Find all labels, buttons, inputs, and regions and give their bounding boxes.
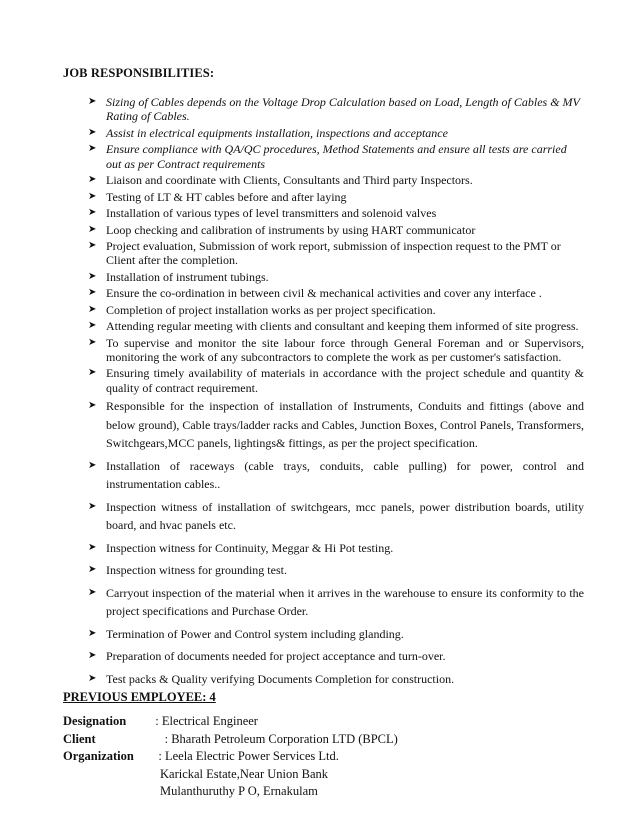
arrow-bullet-icon: ➤ [88, 270, 97, 282]
list-item: ➤ Liaison and coordinate with Clients, Consultants and Third party Inspectors. [88, 173, 473, 188]
designation-value: : Electrical Engineer [149, 714, 258, 728]
list-item: ➤ Ensure compliance with QA/QC procedures, Method Statements and ensure all tests are carried out as per Contract requirements [88, 142, 567, 171]
arrow-bullet-icon: ➤ [88, 239, 97, 251]
list-item: ➤ Test packs & Quality verifying Documents Completion for construction. [88, 670, 584, 689]
arrow-bullet-icon: ➤ [88, 190, 97, 202]
arrow-bullet-icon: ➤ [88, 174, 97, 186]
list-item: ➤ Installation of instrument tubings. [88, 269, 269, 284]
list-item: ➤ Attending regular meeting with clients and consultant and keeping them informed of site progress. [88, 319, 579, 334]
list-item: ➤ Inspection witness of installation of switchgears, mcc panels, power distribution boards, utility board, and hvac panels etc. [88, 499, 584, 533]
arrow-bullet-icon: ➤ [88, 126, 97, 138]
client-label: Client [63, 731, 96, 746]
employment-details [63, 713, 398, 801]
list-item: ➤ Project evaluation, Submission of work report, submission of inspection request to the PMT or Client after the completion. [88, 238, 561, 268]
arrow-bullet-icon: ➤ [88, 287, 97, 299]
arrow-bullet-icon: ➤ [88, 303, 97, 315]
address-line-2: Mulanthuruthy P O, Ernakulam [160, 784, 318, 798]
list-item: ➤ Assist in electrical equipments installation, inspections and acceptance [88, 125, 448, 140]
section-title: JOB RESPONSIBILITIES: [63, 66, 215, 80]
designation-row [63, 713, 398, 731]
previous-employee-heading: PREVIOUS EMPLOYEE: 4 [63, 690, 216, 704]
list-item: ➤ To supervise and monitor the site labour force through General Foreman and or Supervisors, monitoring the work of any subcontractors to complete the work as per customer's satisfaction. [88, 335, 584, 364]
list-item: ➤ Ensuring timely availability of materials in accordance with the project schedule and quantity & quality of contract requirement. [88, 366, 584, 395]
list-item: ➤ Testing of LT & HT cables before and after laying [88, 189, 347, 204]
organization-row [63, 748, 398, 766]
arrow-bullet-icon: ➤ [88, 459, 97, 471]
arrow-bullet-icon: ➤ [88, 320, 97, 332]
list-item: ➤ Loop checking and calibration of instruments by using HART communicator [88, 222, 476, 237]
arrow-bullet-icon: ➤ [88, 650, 97, 662]
arrow-bullet-icon: ➤ [88, 627, 97, 639]
arrow-bullet-icon: ➤ [88, 223, 97, 235]
organization-value: : Leela Electric Power Services Ltd. [149, 749, 339, 763]
arrow-bullet-icon: ➤ [88, 336, 97, 348]
responsibilities-list [88, 95, 584, 692]
arrow-bullet-icon: ➤ [88, 143, 97, 155]
list-item: ➤ Installation of raceways (cable trays, conduits, cable pulling) for power, control and instrumentation cables.. [88, 458, 584, 492]
list-item: ➤ Carryout inspection of the material when it arrives in the warehouse to ensure its conformity to the project specifications and Purchase Order. [88, 585, 584, 619]
list-item: ➤ Responsible for the inspection of installation of Instruments, Conduits and fittings (above and below ground), Cable trays/ladder racks and Cables, Junction Boxes, Control Panels, Transformers, Switchgears,MCC panels, lightings& fittings, as per the project specification. [88, 399, 584, 451]
list-item: ➤ Completion of project installation works as per project specification. [88, 302, 436, 317]
list-item: ➤ Inspection witness for Continuity, Meggar & Hi Pot testing. [88, 539, 584, 558]
arrow-bullet-icon: ➤ [88, 564, 97, 576]
arrow-bullet-icon: ➤ [88, 500, 97, 512]
list-item: ➤ Preparation of documents needed for project acceptance and turn-over. [88, 647, 584, 666]
client-row [63, 731, 398, 749]
list-item: ➤ Inspection witness for grounding test. [88, 561, 584, 580]
arrow-bullet-icon: ➤ [88, 541, 97, 553]
client-value: : Bharath Petroleum Corporation LTD (BPCL) [149, 731, 398, 746]
list-item: ➤ Installation of various types of level transmitters and solenoid valves [88, 206, 437, 221]
list-item: ➤ Termination of Power and Control system including glanding. [88, 625, 584, 644]
arrow-bullet-icon: ➤ [88, 367, 97, 379]
list-item: ➤ Ensure the co-ordination in between civil & mechanical activities and cover any interface . [88, 286, 542, 301]
designation-label: Designation [63, 714, 127, 728]
arrow-bullet-icon: ➤ [88, 672, 97, 684]
arrow-bullet-icon: ➤ [88, 207, 97, 219]
arrow-bullet-icon: ➤ [88, 400, 97, 412]
arrow-bullet-icon: ➤ [88, 96, 97, 107]
arrow-bullet-icon: ➤ [88, 586, 97, 598]
list-item: ➤ Sizing of Cables depends on the Voltage Drop Calculation based on Load, Length of Cables & MV Rating of Cables. [88, 95, 580, 124]
address-line-1: Karickal Estate,Near Union Bank [160, 766, 328, 781]
organization-label: Organization [63, 749, 134, 763]
